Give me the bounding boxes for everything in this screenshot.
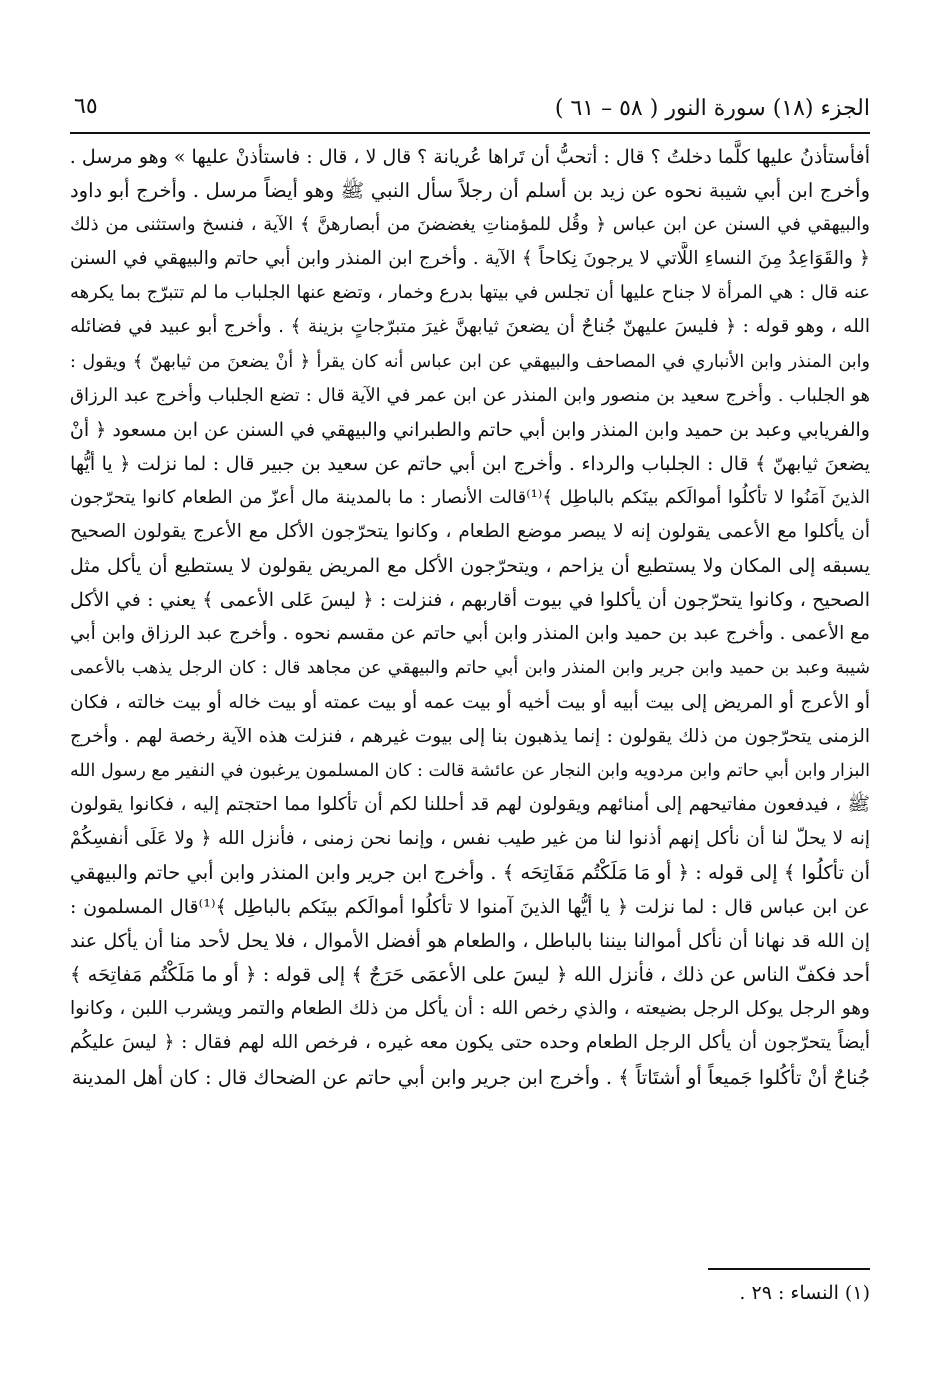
text-line: أن تأكلُوا ﴾ إلى قوله : ﴿ أو مَا مَلَكْتُم مَفَاتِحَه ﴾ . وأخرج ابن جرير وابن المنذر وابن أبي حاتم والبيهقي (70, 860, 870, 884)
footnote-rule (708, 1268, 870, 1270)
text-line: ﴿ والقَوَاعِدُ مِنَ النساءِ اللَّاتي لا يرجونَ نِكاحاً ﴾ الآية . وأخرج ابن المنذر وابن أبي حاتم والبيهقي في السنن (70, 248, 870, 270)
header-rule (70, 132, 870, 134)
text-line: هو الجلباب . وأخرج سعيد بن منصور وابن المنذر عن ابن عمر في الآية قال : تضع الجلباب وأخرج عبد الرزاق (70, 384, 870, 406)
text-line: والفريابي وعبد بن حميد وابن المنذر وابن أبي حاتم والطبراني والبيهقي في السنن عن ابن مسعود ﴿ أنْ (70, 418, 870, 441)
page-header (70, 92, 870, 128)
header-title: الجزء (١٨) سورة النور ( ٥٨ – ٦١ ) (554, 96, 870, 121)
footnote: (١) النساء : ٢٩ . (739, 1282, 870, 1304)
text-line: أن يأكلوا مع الأعمى يقولون إنه لا يبصر موضع الطعام ، وكانوا يتحرّجون الأكل مع الأعرج يقولون الصحيح (70, 521, 870, 543)
text-line: أفأستأذنُ عليها كلَّما دخلتُ ؟ قال : أتحبُّ أن تَراها عُريانة ؟ قال لا ، قال : فاستأذنْ عليها » وهو مرسل . (70, 146, 870, 168)
text-line: يضعنَ ثيابهنّ ﴾ قال : الجلباب والرداء . وأخرج ابن أبي حاتم عن سعيد بن جبير قال : لما نزلت ﴿ يا أيُّها (70, 452, 870, 475)
text-line: عنه قال : هي المرأة لا جناح عليها أن تجلس في بيتها بدرع وخمار ، وتضع عنها الجلباب ما لم تتبرّج بما يكرهه (70, 282, 870, 304)
text-line: وأخرج ابن أبي شيبة نحوه عن زيد بن أسلم أن رجلاً سأل النبي ﷺ وهو أيضاً مرسل . وأخرج أبو داود (70, 179, 870, 203)
text-line: إن الله قد نهانا أن نأكل أموالنا بيننا بالباطل ، والطعام هو أفضل الأموال ، فلا يحل لأحد منا أن يأكل عند (70, 930, 870, 953)
text-line: وابن المنذر وابن الأنباري في المصاحف والبيهقي عن ابن عباس أنه كان يقرأ ﴿ أنْ يضعنَ من ثيابهنّ ﴾ ويقول : (70, 351, 870, 372)
text-line: الله ، وهو قوله : ﴿ فليسَ عليهنّ جُناحٌ أن يضعنَ ثيابهنَّ غيرَ متبرّجاتٍ بزينة ﴾ . وأخرج أبو عبيد في فضائله (70, 316, 870, 338)
text-line: أو الأعرج أو المريض إلى بيت أبيه أو بيت أخيه أو بيت عمه أو بيت عمته أو بيت خاله أو بيت خالته ، فكان (70, 691, 870, 713)
text-line: عن ابن عباس قال : لما نزلت ﴿ يا أيُّها الذينَ آمنوا لا تأكلُوا أموالَكم بينَكم بالباطِل ﴾⁽¹⁾قال المسلمون : (70, 896, 870, 919)
page-number: ٦٥ (74, 94, 98, 119)
text-line: الذينَ آمَنُوا لا تأكلُوا أموالَكم بينَكم بالباطِل ﴾⁽¹⁾قالت الأنصار : ما بالمدينة مال أعزّ من الطعام كانوا يتحرّجون (70, 486, 870, 508)
text-line: مع الأعمى . وأخرج عبد بن حميد وابن المنذر وابن أبي حاتم عن مقسم نحوه . وأخرج عبد الرزاق وابن أبي (70, 623, 870, 645)
text-line: وهو الرجل يوكل الرجل بضيعته ، والذي رخص الله : أن يأكل من ذلك الطعام والتمر ويشرب اللبن ، وكانوا (70, 998, 870, 1020)
text-line: أحد فكفّ الناس عن ذلك ، فأنزل الله ﴿ ليسَ على الأعمَى حَرَجٌ ﴾ إلى قوله : ﴿ أو ما مَلَكْتُم مَفاتِحَه ﴾ (70, 963, 870, 987)
text-line: الزمنى يتحرّجون من ذلك يقولون : إنما يذهبون بنا إلى بيوت غيرهم ، فنزلت هذه الآية رخصة لهم . وأخرج (70, 725, 870, 747)
text-line: جُناحٌ أنْ تأكُلوا جَميعاً أو أشتَاتاً ﴾ . وأخرج ابن جرير وابن أبي حاتم عن الضحاك قال : كان أهل المدينة (71, 1065, 870, 1089)
body-text (70, 140, 870, 1095)
text-line: أيضاً يتحرّجون أن يأكل الرجل الطعام وحده حتى يكون معه غيره ، فرخص الله لهم فقال : ﴿ ليسَ عليكُم (70, 1032, 870, 1054)
text-line: البزار وابن أبي حاتم وابن مردويه وابن النجار عن عائشة قالت : كان المسلمون يرغبون في النفير مع رسول الله (70, 760, 870, 781)
text-line: يسبقه إلى المكان ولا يستطيع أن يزاحم ، ويتحرّجون الأكل مع المريض يقولون لا يستطيع أن يأكل مثل (70, 555, 870, 578)
text-line: الصحيح ، وكانوا يتحرّجون أن يأكلوا في بيوت أقاربهم ، فنزلت : ﴿ ليسَ عَلى الأعمى ﴾ يعني : في الأكل (70, 589, 870, 612)
text-line: ﷺ ، فيدفعون مفاتيحهم إلى أمنائهم ويقولون لهم قد أحللنا لكم أن تأكلوا مما احتجتم إليه ، فكانوا يقولون (70, 793, 870, 815)
text-line: والبيهقي في السنن عن ابن عباس ﴿ وقُل للمؤمناتِ يغضضنَ من أبصارهنَّ ﴾ الآية ، فنسخ واستثنى من ذلك (70, 214, 870, 236)
text-line: شيبة وعبد بن حميد وابن جرير وابن المنذر وابن أبي حاتم والبيهقي عن مجاهد قال : كان الرجل يذهب بالأعمى (70, 658, 870, 679)
text-line: إنه لا يحلّ لنا أن نأكل إنهم أذنوا لنا من غير طيب نفس ، وإنما نحن زمنى ، فأنزل الله ﴿ ولا عَلَى أنفسِكُمْ (70, 827, 870, 849)
